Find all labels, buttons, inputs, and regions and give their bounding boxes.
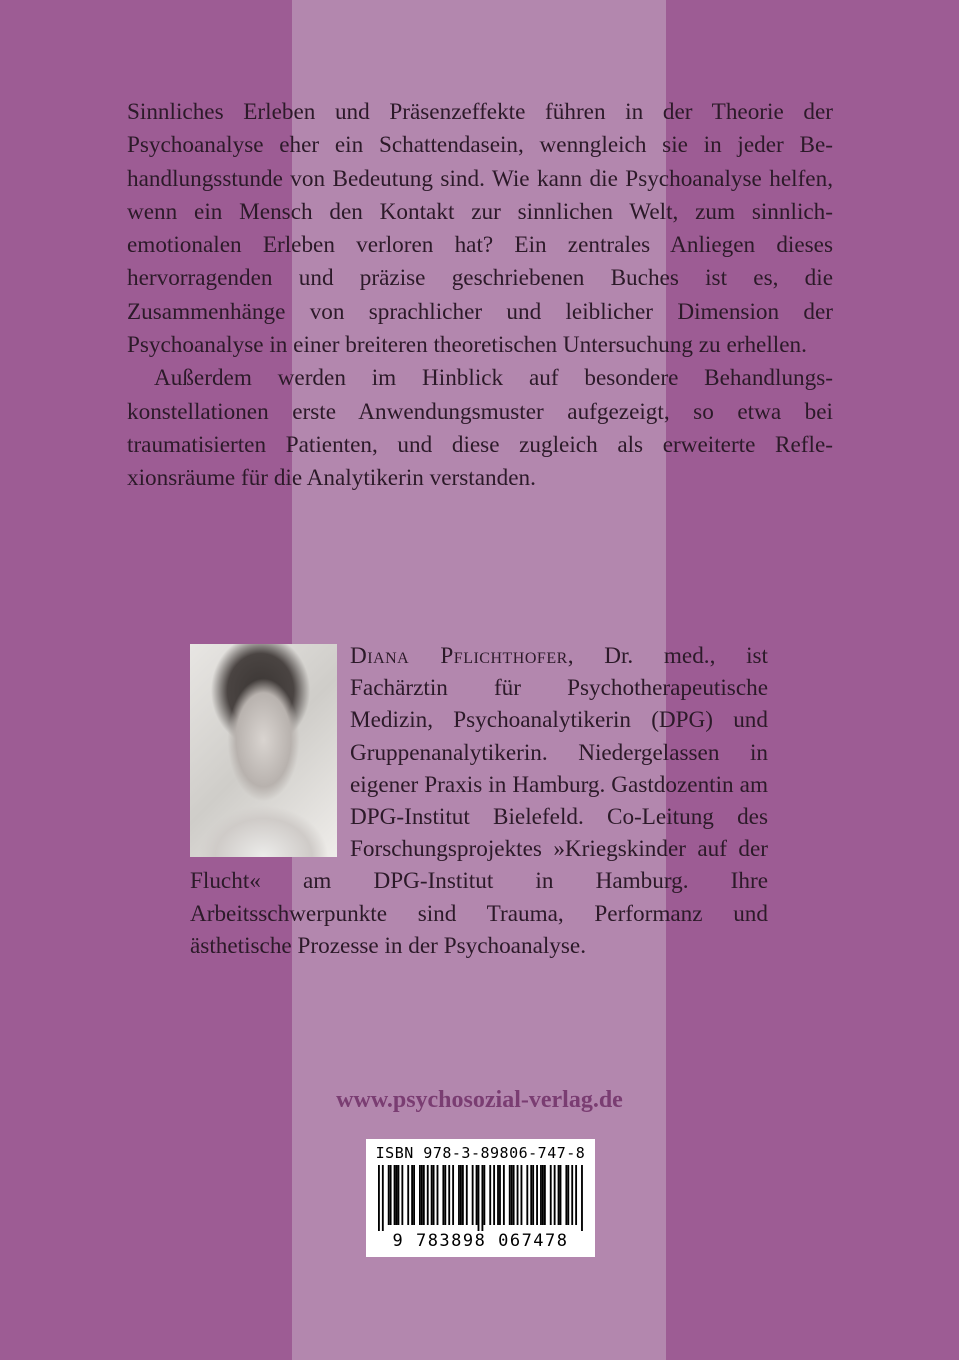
barcode-bar xyxy=(481,1165,483,1231)
barcode-bar xyxy=(544,1165,546,1225)
photo-spacer xyxy=(190,640,337,858)
barcode-bar xyxy=(407,1165,409,1225)
barcode-bar xyxy=(532,1165,534,1225)
barcode-bar xyxy=(560,1165,562,1225)
barcode-bar xyxy=(493,1165,495,1225)
barcode-bar xyxy=(513,1165,515,1225)
barcode-bar xyxy=(423,1165,425,1225)
barcode-bar xyxy=(503,1165,505,1225)
barcode-bar xyxy=(521,1165,523,1225)
barcode-bar xyxy=(462,1165,464,1225)
book-blurb xyxy=(127,96,833,496)
barcode-bar xyxy=(550,1165,552,1225)
barcode-bar xyxy=(511,1165,513,1225)
barcode-bar xyxy=(554,1165,556,1225)
barcode-bar xyxy=(378,1165,380,1231)
isbn-barcode-box xyxy=(366,1139,595,1257)
barcode-bar xyxy=(444,1165,446,1225)
barcode-bar xyxy=(398,1165,400,1225)
barcode-bar xyxy=(458,1165,460,1225)
barcode-bar xyxy=(388,1165,390,1225)
barcode-bar xyxy=(567,1165,569,1225)
barcode-bar xyxy=(394,1165,396,1225)
barcode-bar xyxy=(509,1165,511,1225)
barcode-bar xyxy=(581,1165,583,1231)
blurb-paragraph-1: Sinnliches Erleben und Präsenzeffekte führen in der Theorie der Psychoanalyse eher ein Schattendasein, wenngleich sie in jeder Behandlungsstunde von Bedeutung sind. Wie kann die Psychoanalyse helfen, wenn ein Mensch den Kontakt zur sinnlichen Welt, zum sinnlich-emotionalen Erleben verloren hat? Ein zentrales Anliegen dieses hervorragenden und präzise geschriebenen Buches ist es, die Zusammenhänge von sprachlicher und leiblicher Dimension der Psychoanalyse in einer breiteren theoretischen Untersuchung zu erhellen. xyxy=(127,99,833,359)
barcode-bar xyxy=(536,1165,538,1225)
barcode-bar xyxy=(558,1165,560,1225)
barcode-bar xyxy=(433,1165,435,1225)
author-bio-text: , Dr. med., ist Fachärztin für Psychotherapeutische Medizin, Psychoanalytikerin (DPG) und Gruppenanalytikerin. Niedergelassen in eigener Praxis in Hamburg. Gastdozentin am DPG-Institut Bielefeld. Co-Leitung des Forschungsprojektes »Kriegskinder auf der Flucht« am DPG-Institut in Hamburg. Ihre Arbeitsschwerpunkte sind Trauma, Performanz und ästhetische Prozesse in der Psychoanalyse. xyxy=(190,643,768,959)
barcode-bar xyxy=(530,1165,532,1225)
barcode-bar xyxy=(478,1165,480,1231)
barcode-bar xyxy=(411,1165,413,1225)
barcode-bar xyxy=(427,1165,429,1225)
barcode-bar xyxy=(542,1165,544,1225)
barcode-bar xyxy=(437,1165,439,1225)
barcode-bar xyxy=(431,1165,433,1225)
barcode-bar xyxy=(419,1165,421,1225)
barcode-bar xyxy=(540,1165,542,1225)
barcode-bar xyxy=(565,1165,567,1225)
barcode-bar xyxy=(489,1165,491,1225)
barcode-bar xyxy=(466,1165,468,1225)
barcode-graphic xyxy=(378,1165,583,1231)
barcode-bar xyxy=(421,1165,423,1225)
ean-digits: 9 783898 067478 xyxy=(392,1231,569,1251)
barcode-bar xyxy=(413,1165,415,1225)
barcode-bar xyxy=(452,1165,454,1225)
barcode-bar xyxy=(396,1165,398,1225)
barcode-bar xyxy=(442,1165,444,1225)
barcode-bar xyxy=(499,1165,501,1225)
barcode-bar xyxy=(526,1165,528,1225)
author-bio xyxy=(190,640,768,962)
author-name: Diana Pflichthofer xyxy=(350,643,568,669)
isbn-label: ISBN 978-3-89806-747-8 xyxy=(375,1144,586,1162)
blurb-paragraph-2: Außerdem werden im Hinblick auf besondere Behandlungskonstellationen erste Anwendungsmuster aufgezeigt, so etwa bei traumatisierten Patienten, und diese zugleich als erweiterte Reflexionsräume für die Analytikerin verstanden. xyxy=(127,365,833,492)
barcode-bar xyxy=(575,1165,577,1225)
barcode-bar xyxy=(483,1165,485,1225)
barcode-bar xyxy=(401,1165,403,1225)
barcode-bar xyxy=(497,1165,499,1225)
barcode-bar xyxy=(571,1165,573,1225)
barcode-bar xyxy=(476,1165,478,1225)
barcode-bar xyxy=(472,1165,474,1225)
barcode-bar xyxy=(448,1165,450,1225)
barcode-bar xyxy=(382,1165,384,1231)
barcode-bar xyxy=(460,1165,462,1225)
barcode-bar xyxy=(390,1165,392,1225)
barcode-bar xyxy=(517,1165,519,1225)
publisher-website[interactable]: www.psychosozial-verlag.de xyxy=(336,1087,623,1113)
